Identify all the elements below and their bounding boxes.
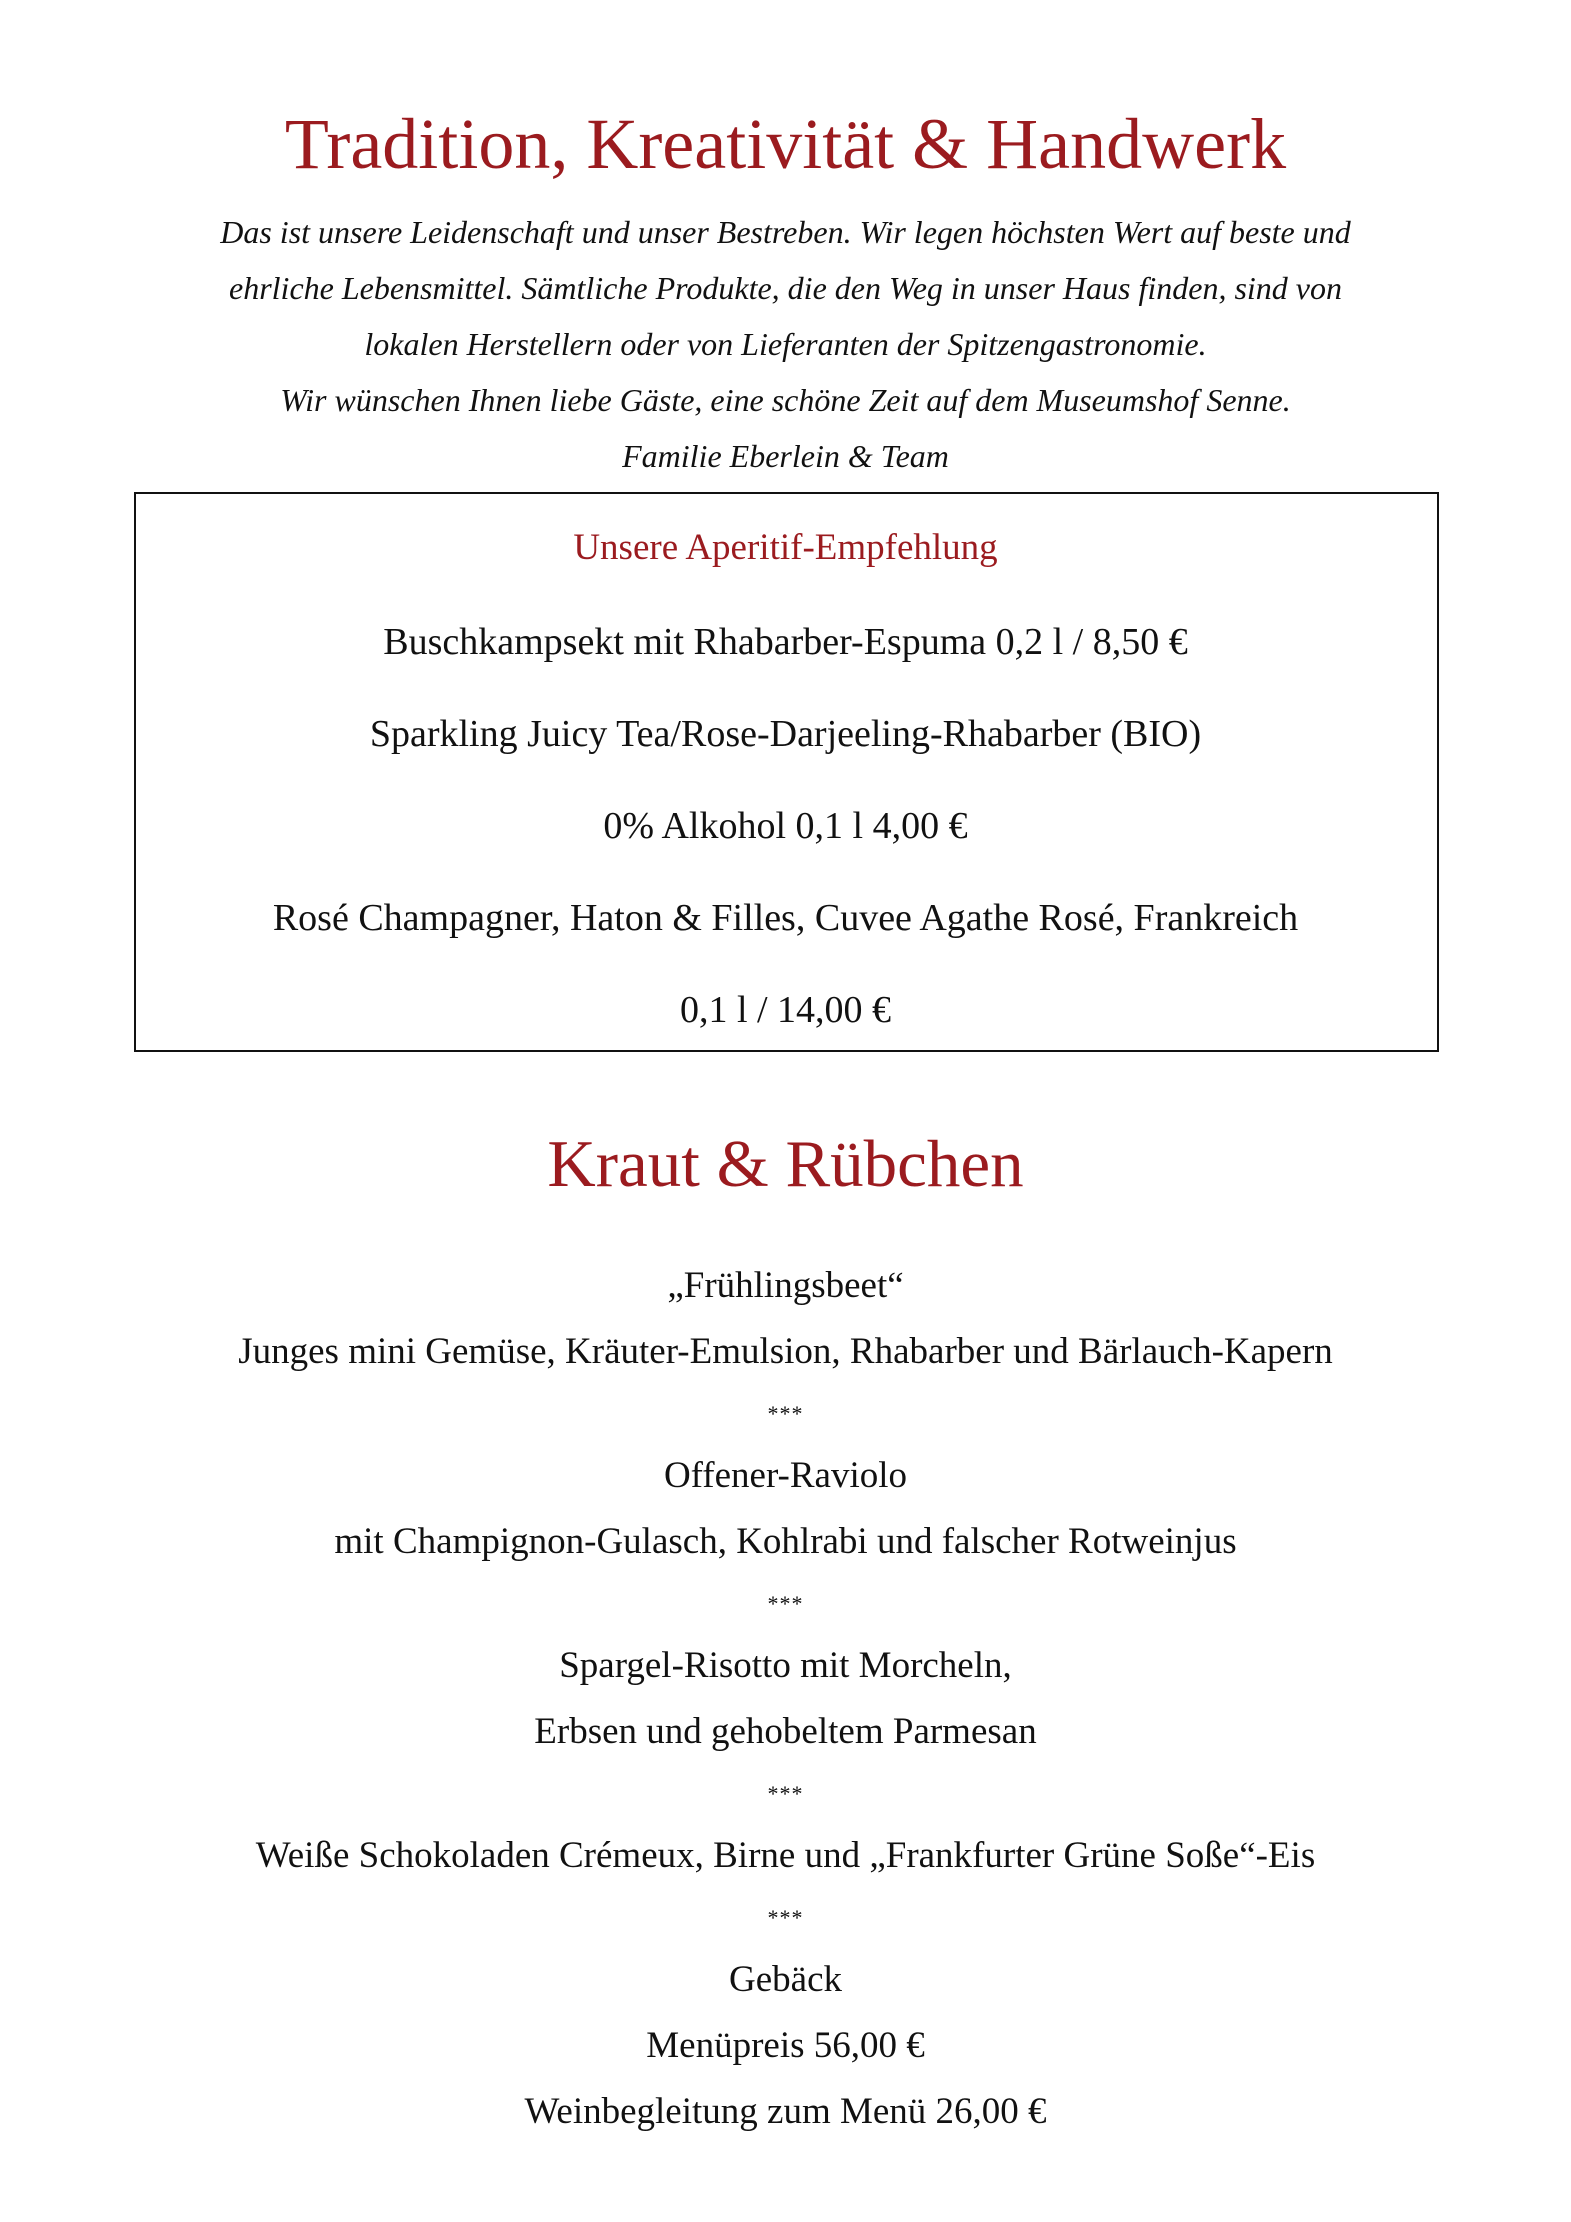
course-name: „Frühlingsbeet“: [667, 1265, 904, 1306]
menu-price: Menüpreis 56,00 €: [646, 2025, 925, 2066]
menu-list: [0, 1253, 1571, 2145]
wine-pairing-price: Weinbegleitung zum Menü 26,00 €: [524, 2091, 1047, 2132]
course-separator: ***: [767, 1401, 804, 1426]
course-separator: ***: [767, 1905, 804, 1930]
intro-text: [0, 204, 1571, 484]
aperitif-item: 0,1 l / 14,00 €: [679, 989, 892, 1031]
menu-title: Kraut & Rübchen: [547, 1127, 1024, 1201]
course-description: Erbsen und gehobeltem Parmesan: [534, 1711, 1037, 1752]
aperitif-item: Buschkampsekt mit Rhabarber-Espuma 0,2 l / 8,50 €: [383, 621, 1188, 663]
course-name: Weiße Schokoladen Crémeux, Birne und „Frankfurter Grüne Soße“-Eis: [255, 1835, 1316, 1876]
aperitif-item: Sparkling Juicy Tea/Rose-Darjeeling-Rhabarber (BIO): [369, 713, 1202, 755]
aperitif-title: Unsere Aperitif-Empfehlung: [573, 527, 998, 568]
intro-line: Wir wünschen Ihnen liebe Gäste, eine schöne Zeit auf dem Museumshof Senne.: [280, 382, 1291, 418]
intro-line: Das ist unsere Leidenschaft und unser Bestreben. Wir legen höchsten Wert auf beste und: [220, 214, 1351, 250]
aperitif-item: 0% Alkohol 0,1 l 4,00 €: [603, 805, 968, 847]
course-name: Gebäck: [729, 1959, 842, 2000]
aperitif-list: [0, 596, 1571, 1056]
aperitif-item: Rosé Champagner, Haton & Filles, Cuvee Agathe Rosé, Frankreich: [272, 897, 1299, 939]
course-name: Offener-Raviolo: [663, 1455, 908, 1496]
course-separator: ***: [767, 1591, 804, 1616]
course-description: mit Champignon-Gulasch, Kohlrabi und falscher Rotweinjus: [334, 1521, 1237, 1562]
course-description: Junges mini Gemüse, Kräuter-Emulsion, Rhabarber und Bärlauch-Kapern: [238, 1331, 1333, 1372]
intro-signature: Familie Eberlein & Team: [622, 438, 949, 474]
intro-line: lokalen Herstellern oder von Lieferanten der Spitzengastronomie.: [364, 326, 1207, 362]
course-name: Spargel-Risotto mit Morcheln,: [559, 1645, 1012, 1686]
page-title: Tradition, Kreativität & Handwerk: [284, 104, 1287, 184]
course-separator: ***: [767, 1781, 804, 1806]
intro-line: ehrliche Lebensmittel. Sämtliche Produkte, die den Weg in unser Haus finden, sind von: [229, 270, 1342, 306]
